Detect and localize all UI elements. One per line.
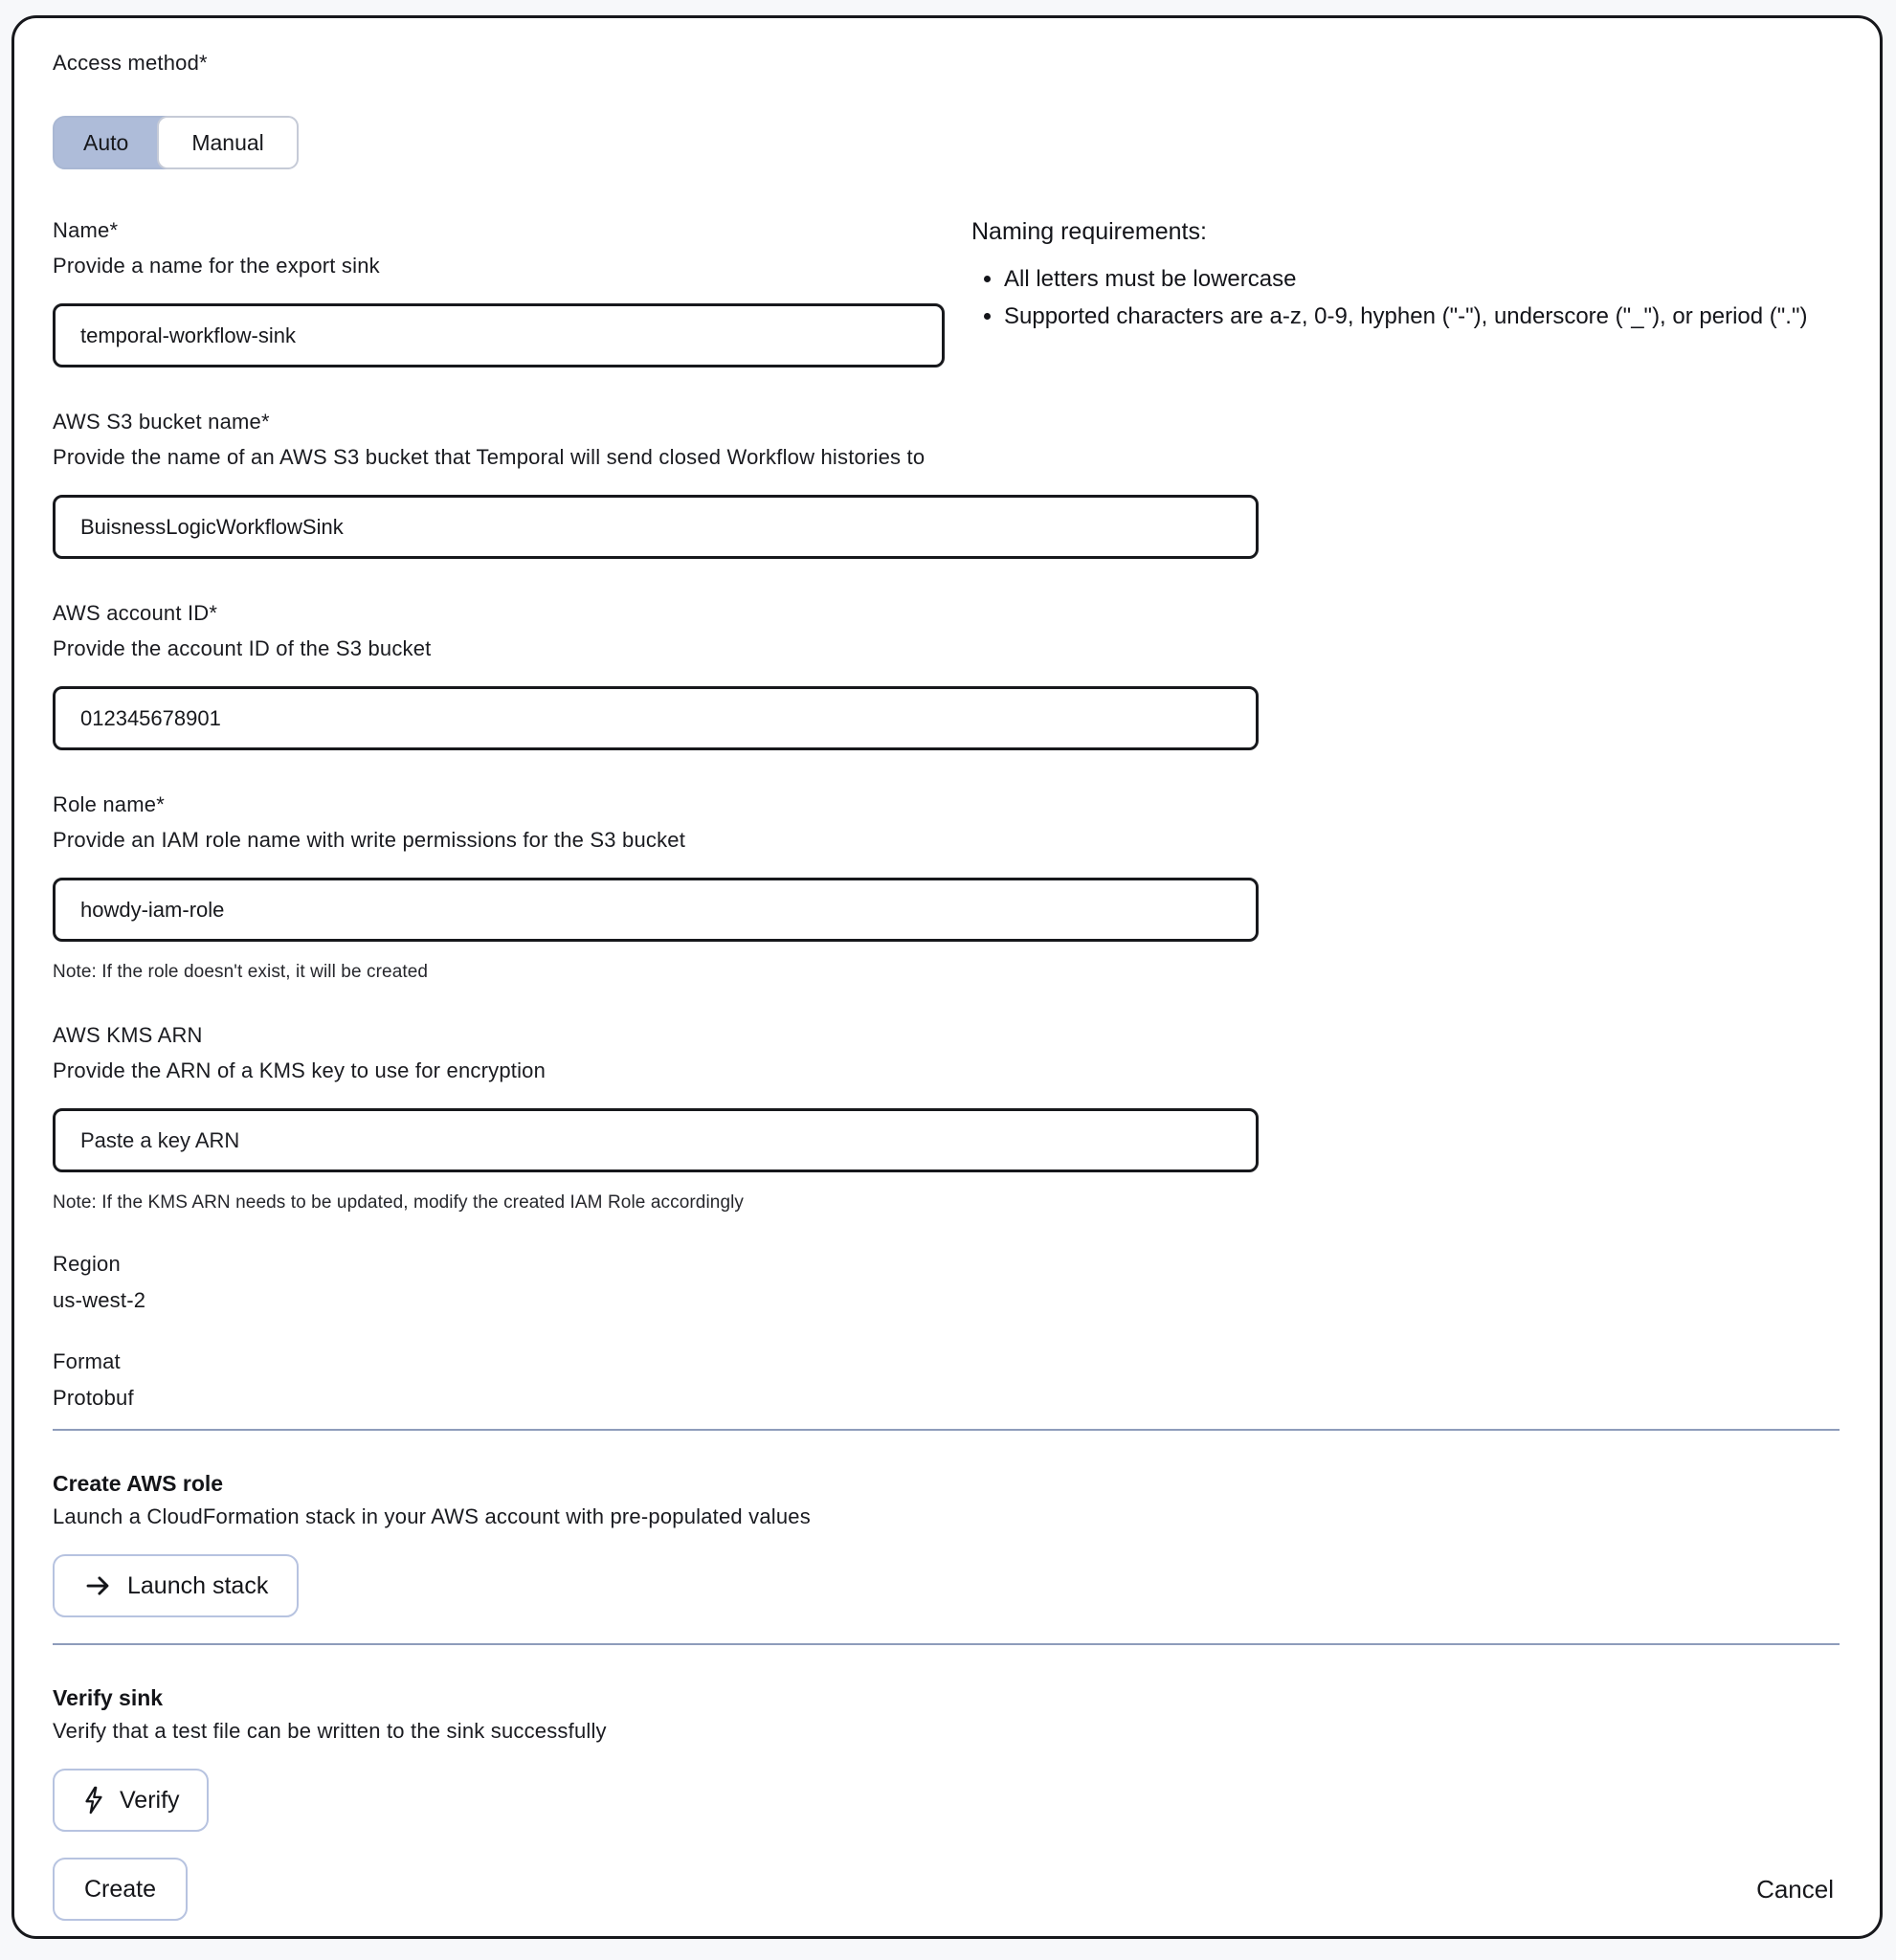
verify-button-label: Verify (120, 1786, 180, 1814)
role-name-note: Note: If the role doesn't exist, it will be created (53, 962, 429, 982)
bucket-description: Provide the name of an AWS S3 bucket that Temporal will send closed Workflow histories to (53, 445, 926, 469)
region-field (53, 1250, 1840, 1315)
name-input[interactable] (53, 303, 945, 368)
naming-requirement-item: • All letters must be lowercase (1004, 260, 1840, 298)
account-id-input[interactable] (53, 686, 1259, 750)
create-button[interactable]: Create (53, 1858, 188, 1921)
verify-sink-description: Verify that a test file can be written to the sink successfully (53, 1719, 607, 1743)
format-label: Format (53, 1349, 121, 1373)
role-name-input[interactable] (53, 878, 1259, 942)
name-label: Name* (53, 218, 119, 242)
verify-button[interactable] (53, 1769, 209, 1832)
format-field (53, 1348, 1840, 1413)
bucket-input[interactable] (53, 495, 1259, 559)
access-method-toggle (53, 116, 299, 169)
access-method-manual-button[interactable]: Manual (157, 116, 298, 169)
naming-requirements-title: Naming requirements: (971, 218, 1207, 245)
verify-sink-section (53, 1683, 1840, 1832)
verify-sink-title: Verify sink (53, 1685, 164, 1710)
launch-stack-button[interactable] (53, 1554, 299, 1617)
naming-requirements (945, 216, 1840, 368)
bucket-label: AWS S3 bucket name* (53, 410, 270, 434)
bucket-field (53, 408, 1840, 559)
export-sink-form-card (11, 15, 1883, 1939)
create-aws-role-description: Launch a CloudFormation stack in your AWS account with pre-populated values (53, 1504, 811, 1528)
kms-arn-field (53, 1021, 1840, 1215)
create-aws-role-title: Create AWS role (53, 1471, 224, 1496)
access-method-label: Access method* (53, 51, 208, 75)
naming-requirement-item: • Supported characters are a-z, 0-9, hyphen ("-"), underscore ("_"), or period (".") (1004, 298, 1840, 335)
name-and-requirements-row (53, 216, 1840, 368)
access-method-auto-button[interactable]: Auto (55, 118, 157, 167)
account-id-label: AWS account ID* (53, 601, 218, 625)
section-divider (53, 1643, 1840, 1645)
kms-arn-input[interactable] (53, 1108, 1259, 1172)
account-id-description: Provide the account ID of the S3 bucket (53, 636, 432, 660)
role-name-description: Provide an IAM role name with write permissions for the S3 bucket (53, 828, 686, 852)
launch-stack-button-label: Launch stack (127, 1571, 269, 1599)
kms-arn-label: AWS KMS ARN (53, 1023, 203, 1047)
kms-arn-note: Note: If the KMS ARN needs to be updated, modify the created IAM Role accordingly (53, 1192, 745, 1213)
role-name-field (53, 791, 1840, 985)
name-field (53, 216, 945, 368)
name-description: Provide a name for the export sink (53, 254, 380, 278)
arrow-right-icon (83, 1571, 112, 1600)
lightning-icon (81, 1786, 106, 1815)
account-id-field (53, 599, 1840, 750)
section-divider (53, 1429, 1840, 1431)
naming-requirements-list (971, 260, 1840, 335)
create-aws-role-section (53, 1469, 1840, 1617)
role-name-label: Role name* (53, 792, 165, 816)
kms-arn-description: Provide the ARN of a KMS key to use for encryption (53, 1058, 546, 1082)
region-value: us-west-2 (53, 1288, 146, 1312)
format-value: Protobuf (53, 1386, 134, 1410)
region-label: Region (53, 1252, 121, 1276)
cancel-button[interactable]: Cancel (1751, 1875, 1840, 1904)
form-footer (53, 1858, 1840, 1921)
